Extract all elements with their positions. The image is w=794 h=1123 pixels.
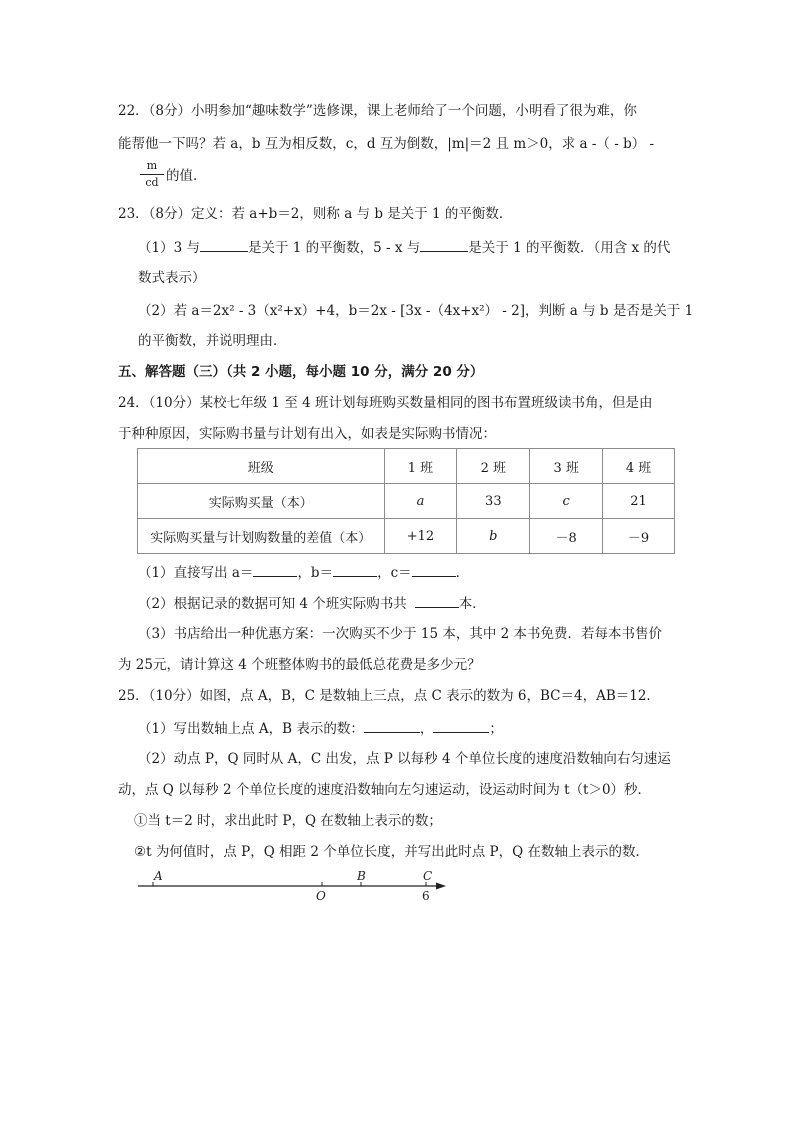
q23-part-2-cont: 的平衡数，并说明理由．	[138, 333, 287, 349]
answer-blank[interactable]	[433, 718, 489, 733]
table-header-cell: 1 班	[384, 449, 457, 484]
point-label-c: C	[423, 869, 433, 883]
text-segment: （2）根据记录的数据可知 4 个班实际购书共	[138, 596, 407, 612]
text-segment: ，b＝	[297, 565, 334, 581]
q25-line-1: 25．（10分）如图，点 A，B，C 是数轴上三点，点 C 表示的数为 6，BC＝4，AB＝12．	[118, 688, 660, 704]
q23-part-2: （2）若 a＝2x² - 3（x²+x）+4，b＝2x - [3x -（4x+x²） - 2]，判断 a 与 b 是否是关于 1	[138, 303, 694, 319]
table-cell: 33	[457, 484, 530, 519]
table-header-cell: 2 班	[457, 449, 530, 484]
q24-part-1	[138, 562, 469, 583]
table-header-cell: 3 班	[530, 449, 603, 484]
q24-line-1: 24．（10分）某校七年级 1 至 4 班计划每班购买数量相同的图书布置班级读书角，但是由	[118, 395, 653, 411]
table-cell: －8	[530, 519, 603, 554]
table-cell: +12	[384, 519, 457, 554]
answer-blank[interactable]	[333, 562, 377, 577]
q24-part-3: （3）书店给出一种优惠方案：一次购买不少于 15 本，其中 2 本书免费．若每本书售价	[138, 626, 663, 642]
answer-blank[interactable]	[420, 237, 468, 252]
q25-sub-question-2: ②t 为何值时，点 P，Q 相距 2 个单位长度，并写出此时点 P，Q 在数轴上表示的数．	[134, 844, 649, 860]
text-segment: ，c＝	[377, 565, 412, 581]
answer-blank[interactable]	[415, 593, 459, 608]
fraction-denominator: cd	[145, 176, 159, 189]
table-row	[138, 519, 675, 554]
answer-blank[interactable]	[412, 562, 456, 577]
q24-part-3-cont: 为 25元，请计算这 4 个班整体购书的最低总花费是多少元？	[118, 657, 481, 673]
text-segment: 本．	[458, 596, 486, 612]
table-header-cell: 班级	[138, 449, 385, 484]
table-cell: 21	[603, 484, 675, 519]
table-row	[138, 484, 675, 519]
table-cell: a	[384, 484, 457, 519]
axis-arrow-icon	[436, 883, 446, 890]
q25-part-2: （2）动点 P，Q 同时从 A，C 出发，点 P 以每秒 4 个单位长度的速度沿数轴向右匀速运	[138, 751, 671, 767]
table-cell: c	[530, 484, 603, 519]
number-line-diagram	[130, 866, 460, 906]
text-segment: （1）直接写出 a＝	[138, 565, 254, 581]
q25-part-1	[138, 718, 503, 739]
fraction-numerator: m	[146, 159, 158, 172]
text-segment: 是关于 1 的平衡数，5 - x 与	[247, 240, 421, 256]
section-heading: 五、解答题（三）（共 2 小题，每小题 10 分，满分 20 分）	[118, 364, 484, 380]
table-cell: －9	[603, 519, 675, 554]
table-cell: b	[457, 519, 530, 554]
point-label-o: O	[316, 889, 326, 903]
tick-label-six: 6	[422, 889, 430, 903]
fraction-bar	[140, 174, 164, 175]
q22-line-1: 22．（8分）小明参加“趣味数学”选修课，课上老师给了一个问题，小明看了很为难，你	[118, 103, 637, 119]
answer-blank[interactable]	[364, 718, 420, 733]
q24-part-2	[138, 593, 486, 614]
text-segment: 是关于 1 的平衡数．（用含 x 的代	[468, 240, 671, 256]
q25-part-2-cont: 动，点 Q 以每秒 2 个单位长度的速度沿数轴向左匀速运动，设运动时间为 t（t＞0）秒．	[118, 782, 652, 798]
point-label-b: B	[357, 869, 366, 883]
table-cell: 实际购买量与计划购数量的差值（本）	[138, 519, 385, 554]
text-segment: （1）3 与	[138, 240, 200, 256]
text-segment: ，	[419, 721, 434, 737]
q22-line-3-tail: 的值．	[166, 168, 207, 184]
point-label-a: A	[154, 869, 163, 883]
text-segment: ．	[455, 565, 470, 581]
q23-part-1-cont: 数式表示）	[138, 270, 206, 286]
table-cell: 实际购买量（本）	[138, 484, 385, 519]
answer-blank[interactable]	[200, 237, 248, 252]
q24-line-2: 于种种原因，实际购书量与计划有出入，如表是实际购书情况：	[118, 426, 496, 442]
text-segment: （1）写出数轴上点 A，B 表示的数：	[138, 721, 364, 737]
text-segment: ；	[489, 721, 503, 737]
book-purchase-table	[137, 448, 675, 554]
q25-sub-question-1: ①当 t＝2 时，求出此时 P，Q 在数轴上表示的数；	[134, 813, 442, 829]
q23-heading: 23．（8分）定义：若 a+b＝2，则称 a 与 b 是关于 1 的平衡数．	[118, 206, 513, 222]
q22-line-2: 能帮他一下吗？若 a，b 互为相反数，c，d 互为倒数，|m|＝2 且 m＞0，求 a -（ - b） -	[118, 136, 655, 152]
table-header-cell: 4 班	[603, 449, 675, 484]
table-header-row	[138, 449, 675, 484]
answer-blank[interactable]	[253, 562, 297, 577]
q23-part-1	[138, 237, 670, 258]
